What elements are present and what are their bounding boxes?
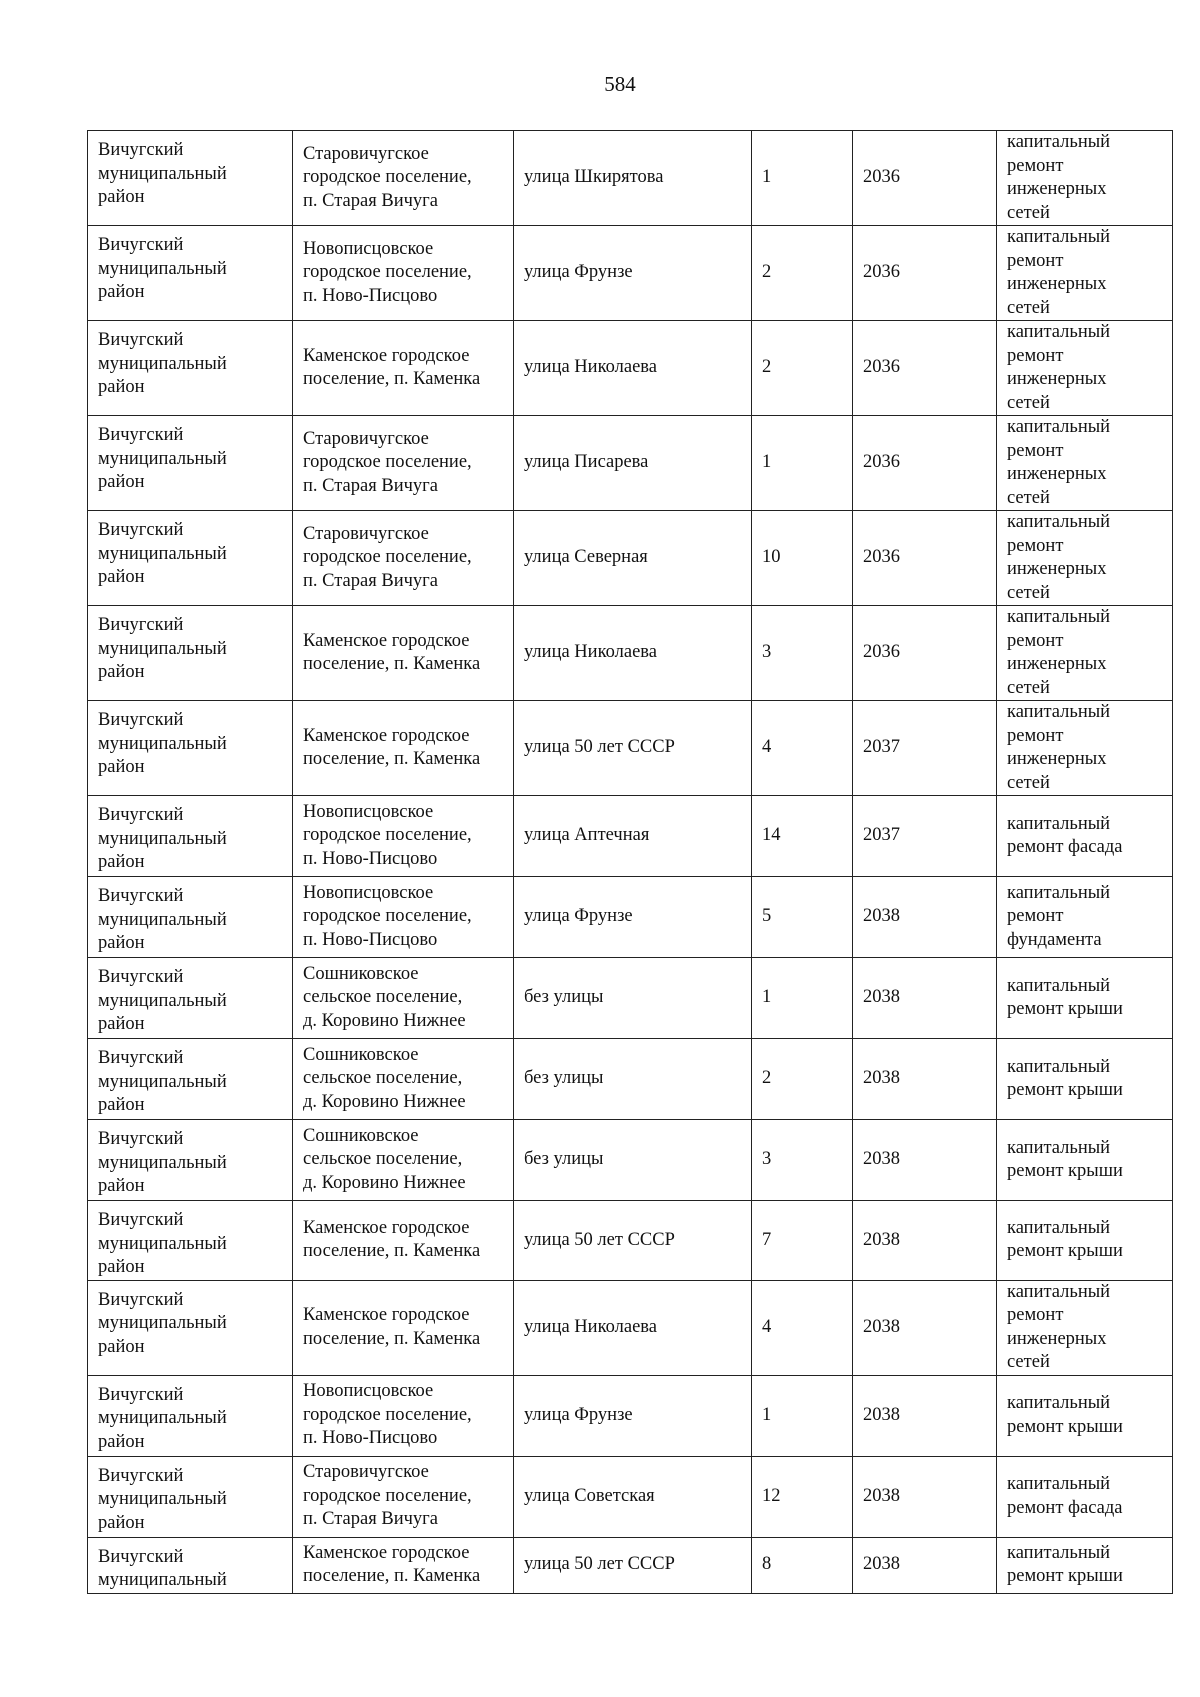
street-cell: улица Фрунзе — [514, 1375, 752, 1456]
repair-type-cell: капитальный ремонт крыши — [997, 958, 1173, 1039]
street-cell: улица Николаева — [514, 606, 752, 701]
house-number-cell: 1 — [752, 1375, 853, 1456]
house-number-cell: 2 — [752, 1039, 853, 1120]
district-cell: Вичугский муниципальный район — [88, 1120, 293, 1201]
repair-year-cell: 2038 — [853, 877, 997, 958]
repair-year-cell: 2038 — [853, 1201, 997, 1281]
repair-year-cell: 2036 — [853, 416, 997, 511]
settlement-cell: Каменское городское поселение, п. Каменка — [293, 1537, 514, 1593]
district-cell: Вичугский муниципальный район — [88, 1201, 293, 1281]
settlement-cell: Новописцовское городское поселение, п. Ново-Писцово — [293, 1375, 514, 1456]
table-row — [88, 796, 1173, 877]
house-number-cell: 1 — [752, 416, 853, 511]
district-cell: Вичугский муниципальный район — [88, 321, 293, 416]
repair-year-cell: 2037 — [853, 796, 997, 877]
settlement-cell: Каменское городское поселение, п. Каменка — [293, 701, 514, 796]
table-row — [88, 511, 1173, 606]
district-cell: Вичугский муниципальный район — [88, 416, 293, 511]
repair-type-cell: капитальный ремонт инженерных сетей — [997, 511, 1173, 606]
repair-type-cell: капитальный ремонт крыши — [997, 1375, 1173, 1456]
street-cell: улица Николаева — [514, 321, 752, 416]
settlement-cell: Новописцовское городское поселение, п. Ново-Писцово — [293, 877, 514, 958]
repair-year-cell: 2036 — [853, 226, 997, 321]
street-cell: улица Фрунзе — [514, 226, 752, 321]
house-number-cell: 2 — [752, 321, 853, 416]
repair-type-cell: капитальный ремонт фасада — [997, 796, 1173, 877]
house-number-cell: 2 — [752, 226, 853, 321]
street-cell: улица Советская — [514, 1456, 752, 1537]
table-row — [88, 1537, 1173, 1593]
settlement-cell: Старовичугское городское поселение, п. Старая Вичуга — [293, 131, 514, 226]
street-cell: улица Николаева — [514, 1280, 752, 1375]
house-number-cell: 3 — [752, 1120, 853, 1201]
table-row — [88, 321, 1173, 416]
house-number-cell: 5 — [752, 877, 853, 958]
district-cell: Вичугский муниципальный район — [88, 1039, 293, 1120]
repair-type-cell: капитальный ремонт инженерных сетей — [997, 321, 1173, 416]
house-number-cell: 14 — [752, 796, 853, 877]
street-cell: без улицы — [514, 1120, 752, 1201]
repair-type-cell: капитальный ремонт крыши — [997, 1039, 1173, 1120]
repair-year-cell: 2038 — [853, 1537, 997, 1593]
repair-year-cell: 2036 — [853, 131, 997, 226]
street-cell: улица 50 лет СССР — [514, 1201, 752, 1281]
table-row — [88, 606, 1173, 701]
repair-year-cell: 2038 — [853, 1039, 997, 1120]
settlement-cell: Старовичугское городское поселение, п. Старая Вичуга — [293, 511, 514, 606]
repair-year-cell: 2036 — [853, 606, 997, 701]
repair-year-cell: 2036 — [853, 511, 997, 606]
table-row — [88, 1375, 1173, 1456]
street-cell: улица Северная — [514, 511, 752, 606]
repair-type-cell: капитальный ремонт инженерных сетей — [997, 701, 1173, 796]
repair-year-cell: 2036 — [853, 321, 997, 416]
street-cell: улица 50 лет СССР — [514, 1537, 752, 1593]
repair-type-cell: капитальный ремонт инженерных сетей — [997, 1280, 1173, 1375]
house-number-cell: 1 — [752, 131, 853, 226]
repair-year-cell: 2038 — [853, 1280, 997, 1375]
district-cell: Вичугский муниципальный район — [88, 131, 293, 226]
repair-type-cell: капитальный ремонт фундамента — [997, 877, 1173, 958]
settlement-cell: Сошниковское сельское поселение, д. Коровино Нижнее — [293, 958, 514, 1039]
repair-type-cell: капитальный ремонт инженерных сетей — [997, 606, 1173, 701]
street-cell: без улицы — [514, 1039, 752, 1120]
house-number-cell: 3 — [752, 606, 853, 701]
table-row — [88, 226, 1173, 321]
house-number-cell: 4 — [752, 1280, 853, 1375]
repair-type-cell: капитальный ремонт инженерных сетей — [997, 226, 1173, 321]
table-row — [88, 1280, 1173, 1375]
table-row — [88, 416, 1173, 511]
repair-type-cell: капитальный ремонт инженерных сетей — [997, 416, 1173, 511]
table-body — [88, 131, 1173, 1594]
settlement-cell: Сошниковское сельское поселение, д. Коровино Нижнее — [293, 1039, 514, 1120]
table-row — [88, 1201, 1173, 1281]
table-row — [88, 877, 1173, 958]
settlement-cell: Каменское городское поселение, п. Каменка — [293, 1280, 514, 1375]
house-number-cell: 8 — [752, 1537, 853, 1593]
page-number: 584 — [604, 72, 636, 96]
settlement-cell: Сошниковское сельское поселение, д. Коровино Нижнее — [293, 1120, 514, 1201]
settlement-cell: Старовичугское городское поселение, п. Старая Вичуга — [293, 416, 514, 511]
street-cell: улица Фрунзе — [514, 877, 752, 958]
settlement-cell: Каменское городское поселение, п. Каменка — [293, 321, 514, 416]
repair-year-cell: 2038 — [853, 1375, 997, 1456]
district-cell: Вичугский муниципальный район — [88, 226, 293, 321]
table-row — [88, 1039, 1173, 1120]
district-cell: Вичугский муниципальный район — [88, 1456, 293, 1537]
repair-year-cell: 2038 — [853, 1120, 997, 1201]
table-row — [88, 701, 1173, 796]
repair-type-cell: капитальный ремонт фасада — [997, 1456, 1173, 1537]
district-cell: Вичугский муниципальный район — [88, 796, 293, 877]
repair-type-cell: капитальный ремонт инженерных сетей — [997, 131, 1173, 226]
table-row — [88, 958, 1173, 1039]
district-cell: Вичугский муниципальный район — [88, 1375, 293, 1456]
repair-type-cell: капитальный ремонт крыши — [997, 1120, 1173, 1201]
street-cell: улица Писарева — [514, 416, 752, 511]
district-cell: Вичугский муниципальный район — [88, 877, 293, 958]
district-cell: Вичугский муниципальный район — [88, 606, 293, 701]
street-cell: улица 50 лет СССР — [514, 701, 752, 796]
repair-year-cell: 2038 — [853, 1456, 997, 1537]
street-cell: без улицы — [514, 958, 752, 1039]
district-cell: Вичугский муниципальный район — [88, 511, 293, 606]
repair-year-cell: 2038 — [853, 958, 997, 1039]
table-row — [88, 1456, 1173, 1537]
settlement-cell: Новописцовское городское поселение, п. Ново-Писцово — [293, 226, 514, 321]
district-cell: Вичугский муниципальный район — [88, 958, 293, 1039]
table-row — [88, 131, 1173, 226]
housing-repair-table — [87, 130, 1173, 1594]
repair-year-cell: 2037 — [853, 701, 997, 796]
house-number-cell: 7 — [752, 1201, 853, 1281]
repair-type-cell: капитальный ремонт крыши — [997, 1537, 1173, 1593]
settlement-cell: Каменское городское поселение, п. Каменка — [293, 606, 514, 701]
street-cell: улица Шкирятова — [514, 131, 752, 226]
table-row — [88, 1120, 1173, 1201]
repair-type-cell: капитальный ремонт крыши — [997, 1201, 1173, 1281]
street-cell: улица Аптечная — [514, 796, 752, 877]
district-cell: Вичугский муниципальный — [88, 1537, 293, 1593]
settlement-cell: Каменское городское поселение, п. Каменка — [293, 1201, 514, 1281]
house-number-cell: 4 — [752, 701, 853, 796]
district-cell: Вичугский муниципальный район — [88, 701, 293, 796]
house-number-cell: 10 — [752, 511, 853, 606]
house-number-cell: 1 — [752, 958, 853, 1039]
settlement-cell: Старовичугское городское поселение, п. Старая Вичуга — [293, 1456, 514, 1537]
district-cell: Вичугский муниципальный район — [88, 1280, 293, 1375]
house-number-cell: 12 — [752, 1456, 853, 1537]
settlement-cell: Новописцовское городское поселение, п. Ново-Писцово — [293, 796, 514, 877]
